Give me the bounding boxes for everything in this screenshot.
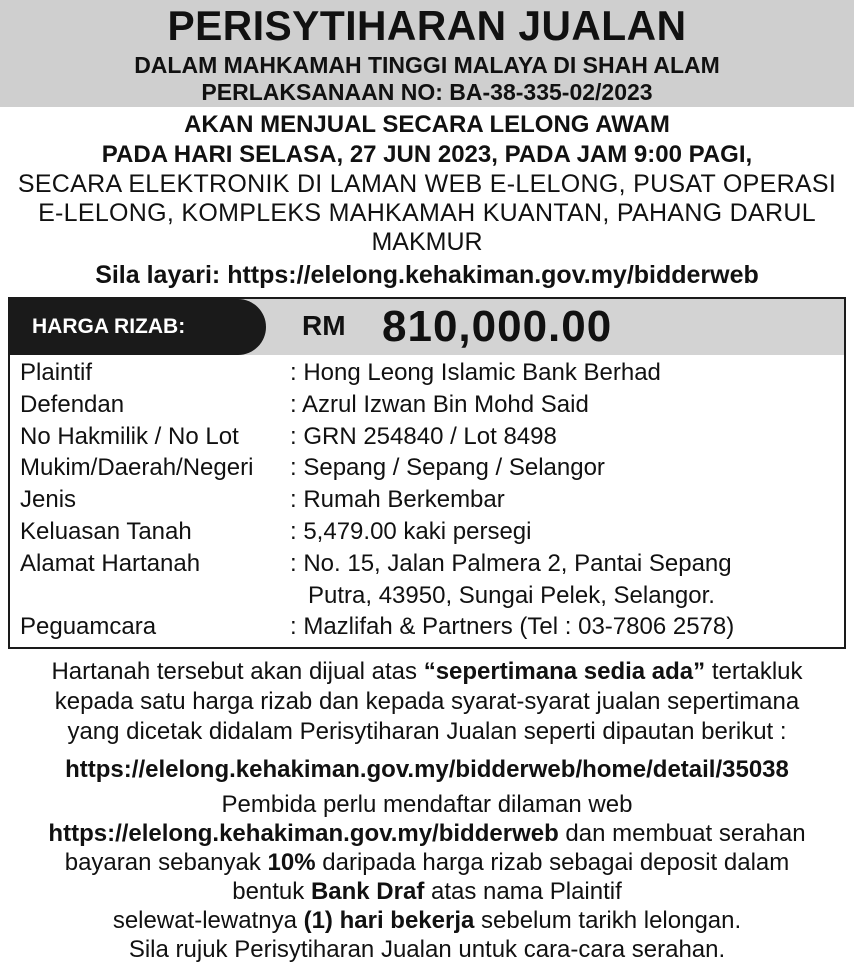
detail-value: : No. 15, Jalan Palmera 2, Pantai Sepang bbox=[290, 549, 732, 577]
detail-row-location bbox=[10, 452, 844, 484]
detail-key: Mukim/Daerah/Negeri bbox=[20, 454, 254, 482]
details-list bbox=[10, 357, 844, 643]
header-banner bbox=[0, 0, 854, 107]
detail-value: : Sepang / Sepang / Selangor bbox=[290, 454, 605, 482]
bank-draft: Bank Draf bbox=[310, 878, 425, 905]
detail-key: Keluasan Tanah bbox=[20, 517, 192, 545]
detail-key: No Hakmilik / No Lot bbox=[20, 422, 239, 450]
deposit-text: bayaran sebanyak bbox=[64, 849, 268, 876]
terms-text: Hartanah tersebut akan dijual atas bbox=[51, 658, 424, 685]
terms-line1 bbox=[0, 657, 854, 687]
terms-line2: kepada satu harga rizab dan kepada syarat-syarat jualan sepertimana bbox=[54, 688, 800, 715]
register-text: dan membuat serahan bbox=[558, 820, 806, 847]
property-details-box bbox=[8, 297, 846, 649]
refer-line: Sila rujuk Perisytiharan Jualan untuk cara-cara serahan. bbox=[128, 936, 726, 963]
auction-venue-line3: MAKMUR bbox=[371, 228, 483, 256]
court-name: DALAM MAHKAMAH TINGGI MALAYA DI SHAH ALAM bbox=[134, 52, 720, 78]
detail-row-address bbox=[10, 548, 844, 580]
detail-key: Peguamcara bbox=[20, 613, 157, 641]
auction-venue-line2: E-LELONG, KOMPLEKS MAHKAMAH KUANTAN, PAHANG DARUL bbox=[38, 199, 816, 227]
payment-text: atas nama Plaintif bbox=[424, 878, 622, 905]
detail-key: Defendan bbox=[20, 390, 125, 418]
terms-text: tertakluk bbox=[705, 658, 803, 685]
as-is-phrase: “sepertimana sedia ada” bbox=[423, 658, 706, 685]
detail-row-land-area bbox=[10, 516, 844, 548]
detail-value: : Rumah Berkembar bbox=[290, 486, 505, 514]
detail-value-continued: Putra, 43950, Sungai Pelek, Selangor. bbox=[308, 581, 715, 609]
detail-value: : Hong Leong Islamic Bank Berhad bbox=[290, 359, 661, 386]
reserve-price-label: HARGA RIZAB: bbox=[32, 315, 186, 338]
register-line2 bbox=[0, 819, 854, 848]
payment-text: bentuk bbox=[232, 878, 311, 905]
detail-row-type bbox=[10, 484, 844, 516]
deadline-line bbox=[0, 906, 854, 935]
notice-title: PERISYTIHARAN JUALAN bbox=[167, 2, 687, 49]
auction-heading: AKAN MENJUAL SECARA LELONG AWAM bbox=[184, 111, 670, 138]
working-day: (1) hari bekerja bbox=[303, 907, 475, 934]
currency: RM bbox=[302, 310, 346, 341]
visit-website[interactable]: Sila layari: https://elelong.kehakiman.gov.my/bidderweb bbox=[95, 261, 759, 289]
auction-date: PADA HARI SELASA, 27 JUN 2023, PADA JAM 9:00 PAGI, bbox=[101, 141, 753, 168]
detail-key: Plaintif bbox=[20, 359, 93, 386]
deposit-percent: 10% bbox=[267, 849, 316, 876]
auction-venue-line1: SECARA ELEKTRONIK DI LAMAN WEB E-LELONG, PUSAT OPERASI bbox=[17, 170, 837, 198]
deadline-text: sebelum tarikh lelongan. bbox=[474, 907, 742, 934]
terms-line3: yang dicetak didalam Perisytiharan Jualan seperti dipautan berikut : bbox=[67, 718, 787, 745]
payment-form-line bbox=[0, 877, 854, 906]
deadline-text: selewat-lewatnya bbox=[112, 907, 304, 934]
bidder-link[interactable]: https://elelong.kehakiman.gov.my/bidderweb bbox=[48, 820, 559, 847]
detail-row-title-lot bbox=[10, 421, 844, 453]
detail-key: Alamat Hartanah bbox=[20, 549, 201, 577]
detail-key: Jenis bbox=[20, 486, 77, 514]
reserve-price-row bbox=[10, 299, 844, 355]
deposit-text: daripada harga rizab sebagai deposit dalam bbox=[315, 849, 790, 876]
detail-row-plaintiff bbox=[10, 357, 844, 389]
detail-link[interactable]: https://elelong.kehakiman.gov.my/bidderweb/home/detail/35038 bbox=[65, 756, 789, 783]
detail-row-solicitor bbox=[10, 611, 844, 643]
detail-value: : GRN 254840 / Lot 8498 bbox=[290, 422, 557, 450]
reserve-price-tab bbox=[10, 299, 266, 355]
detail-value: : 5,479.00 kaki persegi bbox=[290, 517, 532, 545]
case-number: PERLAKSANAAN NO: BA-38-335-02/2023 bbox=[201, 79, 653, 105]
detail-row-defendant bbox=[10, 389, 844, 421]
detail-value: : Mazlifah & Partners (Tel : 03-7806 2578) bbox=[290, 613, 735, 641]
reserve-price-amount: 810,000.00 bbox=[382, 302, 613, 351]
detail-row-address-cont bbox=[10, 580, 844, 612]
detail-value: : Azrul Izwan Bin Mohd Said bbox=[290, 390, 589, 418]
deposit-line bbox=[0, 848, 854, 877]
register-line1: Pembida perlu mendaftar dilaman web bbox=[221, 791, 633, 818]
